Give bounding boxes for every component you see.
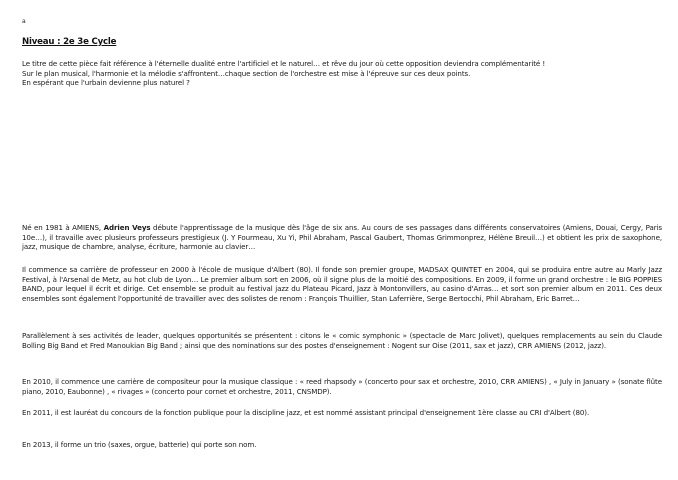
description-line-2: Sur le plan musical, l'harmonie et la mélodie s'affrontent…chaque section de l'orchestre est mise à l'épreuve sur ces deux points. [22, 68, 471, 78]
bio-paragraph-6-text: En 2013, il forme un trio (saxes, orgue, batterie) qui porte son nom. [22, 440, 257, 449]
bio-paragraph-1 [22, 223, 662, 252]
composer-name: Adrien Veys [103, 223, 151, 232]
page-mark: a [22, 18, 26, 25]
bio-paragraph-6 [22, 440, 662, 450]
bio-paragraph-3-text: Parallèlement à ses activités de leader, quelques opportunités se présentent : citons le « comic symphonic » (spectacle de Marc Jolivet), quelques remplacements au sein du Claude Bolling Big Band et Fred Manoukian Big Band ; ainsi que des nominations sur des postes d'enseignement : Nogent sur Oise (2011, sax et jazz), CRR AMIENS (2012, jazz). [22, 331, 662, 350]
bio-intro-text: Né en 1981 à AMIENS, [22, 223, 104, 232]
bio-paragraph-4-text: En 2010, il commence une carrière de compositeur pour la musique classique : « reed rhapsody » (concerto pour sax et orchestre, 2010, CRR AMIENS) , « July in January » (sonate flûte piano, 2010, Eaubonne) , « rivages » (concerto pour cornet et orchestre, 2011, CNSMDP). [22, 377, 662, 396]
bio-paragraph-5-text: En 2011, il est lauréat du concours de la fonction publique pour la discipline jazz, et est nommé assistant principal d'enseignement 1ère classe au CRI d'Albert (80). [22, 408, 590, 417]
description-line-3: En espérant que l'urbain devienne plus naturel ? [22, 78, 190, 88]
description-line-1: Le titre de cette pièce fait référence à l'éternelle dualité entre l'artificiel et le naturel… et rêve du jour où cette opposition deviendra complémentarité ! [22, 59, 546, 68]
level-heading: Niveau : 2e 3e Cycle [22, 37, 117, 47]
bio-paragraph-2-text: Il commence sa carrière de professeur en 2000 à l'école de musique d'Albert (80). Il fonde son premier groupe, MADSAX QUINTET en 2004, qui se produira entre autre au Marly Jazz Festival, à l'Arsenal de Metz, au hot club de Lyon… Le premier album sort en 2006, où il signe plus de la moitié des compositions. En 2009, il forme un grand orchestre : le BIG POPPIES BAND, pour lequel il écrit et dirige. Cet ensemble se produit au festival jazz du Plateau Picard, Jazz à Montonvillers, au casino d'Arras… et sort son premier album en 2011. Ces deux ensembles sont également l'opportunité de travailler avec des solistes de renom : François Thuillier, Stan Laferrière, Serge Bertocchi, Phil Abraham, Eric Barret… [22, 265, 662, 303]
bio-intro-continuation: débute l'apprentissage de la musique dès l'âge de six ans. Au cours de ses passages dans différents conservatoires (Amiens, Douai, Cergy, Paris 10e…), il travaille avec plusieurs professeurs prestigieux (J. Y Fourmeau, Xu Yi, Phil Abraham, Pascal Gaubert, Thomas Grimmonprez, Hélène Breuil…) et obtient les prix de saxophone, jazz, musique de chambre, analyse, écriture, harmonie au clavier… [22, 223, 662, 252]
bio-paragraph-1-text [22, 223, 662, 252]
piece-description [22, 59, 662, 88]
bio-paragraph-3 [22, 331, 662, 350]
bio-paragraph-5 [22, 408, 662, 418]
bio-paragraph-4 [22, 377, 662, 396]
bio-paragraph-2 [22, 265, 662, 303]
